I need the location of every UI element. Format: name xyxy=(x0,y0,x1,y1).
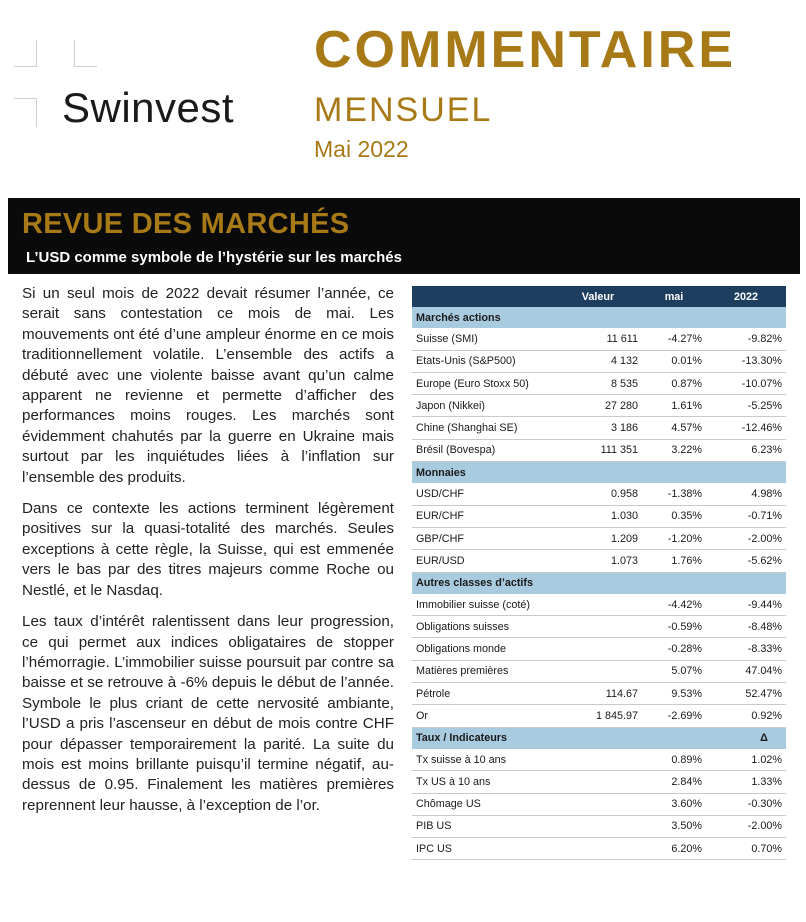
cell-month: 2.84% xyxy=(642,771,706,793)
section-extra-label xyxy=(706,572,786,594)
cell-month: -4.42% xyxy=(642,594,706,616)
table-row xyxy=(412,417,786,439)
cell-month: 1.76% xyxy=(642,550,706,572)
cell-month: 3.22% xyxy=(642,439,706,461)
article-body xyxy=(22,284,394,827)
section-title: REVUE DES MARCHÉS xyxy=(22,208,350,240)
brand-logo: Swinvest xyxy=(62,84,235,131)
cell-ytd: -2.00% xyxy=(706,527,786,549)
cell-ytd: -9.44% xyxy=(706,594,786,616)
table-section-header xyxy=(412,727,786,749)
table-row xyxy=(412,505,786,527)
table-row xyxy=(412,395,786,417)
cell-month: 3.50% xyxy=(642,815,706,837)
section-extra-label: Δ xyxy=(706,727,786,749)
cell-month: 1.61% xyxy=(642,395,706,417)
cell-ytd: -5.25% xyxy=(706,395,786,417)
table-row xyxy=(412,372,786,394)
cell-name: Obligations monde xyxy=(412,638,554,660)
document-subtitle: MENSUEL xyxy=(314,91,493,129)
table-row xyxy=(412,683,786,705)
cell-name: PIB US xyxy=(412,815,554,837)
table-row xyxy=(412,594,786,616)
column-header-ytd: 2022 xyxy=(706,286,786,307)
cell-month: 0.87% xyxy=(642,372,706,394)
cell-name: EUR/USD xyxy=(412,550,554,572)
section-label: Taux / Indicateurs xyxy=(412,727,706,749)
section-banner xyxy=(8,198,800,274)
cell-ytd: -10.07% xyxy=(706,372,786,394)
cell-name: EUR/CHF xyxy=(412,505,554,527)
section-subtitle: L’USD comme symbole de l’hystérie sur les marchés xyxy=(26,249,402,266)
cell-value xyxy=(554,793,642,815)
cell-value: 4 132 xyxy=(554,350,642,372)
logo-corner-mark xyxy=(14,40,37,67)
cell-name: Pétrole xyxy=(412,683,554,705)
markets-table-body xyxy=(412,307,786,860)
cell-ytd: 0.70% xyxy=(706,838,786,860)
logo-corner-mark xyxy=(14,98,37,127)
cell-name: Tx suisse à 10 ans xyxy=(412,749,554,771)
cell-name: Obligations suisses xyxy=(412,616,554,638)
document-date: Mai 2022 xyxy=(314,136,409,162)
section-label: Marchés actions xyxy=(412,307,706,328)
paragraph: Les taux d’intérêt ralentissent dans leur progression, ce qui permet aux indices obligataires de stopper l’hémorragie. L’immobilier suisse poursuit par contre sa baisse et se retrouve à -6% depuis le début de l’année. Symbole le plus criant de cette nervosité ambiante, l’USD a pris l’ascenseur en début de mois contre CHF pour dépasser temporairement la parité. La suite du mois est moins brillante puisqu’il termine négatif, au-dessus de 0.95. Finalement les matières premières reprennent leur hausse, à l’exception de l’or. xyxy=(22,613,394,814)
cell-value: 11 611 xyxy=(554,328,642,350)
cell-value: 27 280 xyxy=(554,395,642,417)
cell-value: 111 351 xyxy=(554,439,642,461)
cell-name: Europe (Euro Stoxx 50) xyxy=(412,372,554,394)
cell-name: Matières premières xyxy=(412,660,554,682)
cell-value xyxy=(554,616,642,638)
cell-month: -1.38% xyxy=(642,483,706,505)
cell-value: 1.209 xyxy=(554,527,642,549)
cell-ytd: -5.62% xyxy=(706,550,786,572)
cell-value: 1 845.97 xyxy=(554,705,642,727)
cell-value: 3 186 xyxy=(554,417,642,439)
cell-value xyxy=(554,771,642,793)
cell-name: Suisse (SMI) xyxy=(412,328,554,350)
cell-ytd: 1.33% xyxy=(706,771,786,793)
table-header-row xyxy=(412,286,786,307)
cell-ytd: 6.23% xyxy=(706,439,786,461)
cell-value xyxy=(554,660,642,682)
column-header-name xyxy=(412,286,554,307)
markets-table xyxy=(412,286,786,860)
cell-value xyxy=(554,815,642,837)
cell-month: -2.69% xyxy=(642,705,706,727)
paragraph: Si un seul mois de 2022 devait résumer l’année, ce serait sans contestation ce mois de mai. Les mouvements ont été d’une ampleur énorme en ce mois traditionnellement volatile. L’ensemble des actifs a débuté avec une violente baisse avant qu’un calme apparent ne revienne et permette d’afficher des performances moins rouges. Les marchés sont évidemment chahutés par la guerre en Ukraine mais surtout par les inquiétudes liées à l’inflation sur l’ensemble des produits. xyxy=(22,285,394,486)
cell-value: 8 535 xyxy=(554,372,642,394)
cell-name: Chômage US xyxy=(412,793,554,815)
cell-month: -0.28% xyxy=(642,638,706,660)
cell-name: USD/CHF xyxy=(412,483,554,505)
table-row xyxy=(412,838,786,860)
cell-name: Japon (Nikkei) xyxy=(412,395,554,417)
cell-ytd: -12.46% xyxy=(706,417,786,439)
cell-month: -0.59% xyxy=(642,616,706,638)
cell-month: 0.89% xyxy=(642,749,706,771)
cell-name: IPC US xyxy=(412,838,554,860)
table-section-header xyxy=(412,572,786,594)
cell-ytd: 1.02% xyxy=(706,749,786,771)
table-row xyxy=(412,439,786,461)
cell-ytd: 52.47% xyxy=(706,683,786,705)
table-row xyxy=(412,793,786,815)
cell-ytd: 4.98% xyxy=(706,483,786,505)
section-extra-label xyxy=(706,462,786,484)
cell-value xyxy=(554,838,642,860)
cell-ytd: 47.04% xyxy=(706,660,786,682)
cell-month: 0.35% xyxy=(642,505,706,527)
table-row xyxy=(412,638,786,660)
logo-corner-mark xyxy=(74,40,97,67)
cell-value xyxy=(554,594,642,616)
section-extra-label xyxy=(706,307,786,328)
table-row xyxy=(412,815,786,837)
cell-value: 1.073 xyxy=(554,550,642,572)
table-row xyxy=(412,660,786,682)
paragraph: Dans ce contexte les actions terminent légèrement positives sur la quasi-totalité des marchés. Seules exceptions à cette règle, la Suisse, qui est emmenée vers le bas par des titres majeurs comme Roche ou Nestlé, et le Nasdaq. xyxy=(22,500,394,599)
cell-value xyxy=(554,638,642,660)
cell-ytd: -8.33% xyxy=(706,638,786,660)
cell-value: 114.67 xyxy=(554,683,642,705)
table-row xyxy=(412,527,786,549)
cell-ytd: 0.92% xyxy=(706,705,786,727)
column-header-month: mai xyxy=(642,286,706,307)
cell-name: Brésil (Bovespa) xyxy=(412,439,554,461)
cell-value: 0.958 xyxy=(554,483,642,505)
cell-name: Etats-Unis (S&P500) xyxy=(412,350,554,372)
table-row xyxy=(412,550,786,572)
table-row xyxy=(412,483,786,505)
cell-value: 1.030 xyxy=(554,505,642,527)
document-title: COMMENTAIRE xyxy=(314,21,737,79)
column-header-value: Valeur xyxy=(554,286,642,307)
table-row xyxy=(412,328,786,350)
cell-name: Immobilier suisse (coté) xyxy=(412,594,554,616)
cell-ytd: -9.82% xyxy=(706,328,786,350)
section-label: Autres classes d’actifs xyxy=(412,572,706,594)
cell-value xyxy=(554,749,642,771)
cell-ytd: -0.71% xyxy=(706,505,786,527)
cell-name: GBP/CHF xyxy=(412,527,554,549)
cell-name: Chine (Shanghai SE) xyxy=(412,417,554,439)
cell-ytd: -13.30% xyxy=(706,350,786,372)
table-row xyxy=(412,705,786,727)
table-row xyxy=(412,749,786,771)
cell-month: -1.20% xyxy=(642,527,706,549)
table-section-header xyxy=(412,462,786,484)
table-section-header xyxy=(412,307,786,328)
cell-name: Or xyxy=(412,705,554,727)
cell-month: 6.20% xyxy=(642,838,706,860)
cell-month: 3.60% xyxy=(642,793,706,815)
table-row xyxy=(412,350,786,372)
cell-month: 5.07% xyxy=(642,660,706,682)
section-label: Monnaies xyxy=(412,462,706,484)
cell-ytd: -0.30% xyxy=(706,793,786,815)
cell-ytd: -2.00% xyxy=(706,815,786,837)
table-row xyxy=(412,616,786,638)
cell-month: 9.53% xyxy=(642,683,706,705)
cell-month: 0.01% xyxy=(642,350,706,372)
cell-name: Tx US à 10 ans xyxy=(412,771,554,793)
cell-ytd: -8.48% xyxy=(706,616,786,638)
table-row xyxy=(412,771,786,793)
cell-month: 4.57% xyxy=(642,417,706,439)
cell-month: -4.27% xyxy=(642,328,706,350)
